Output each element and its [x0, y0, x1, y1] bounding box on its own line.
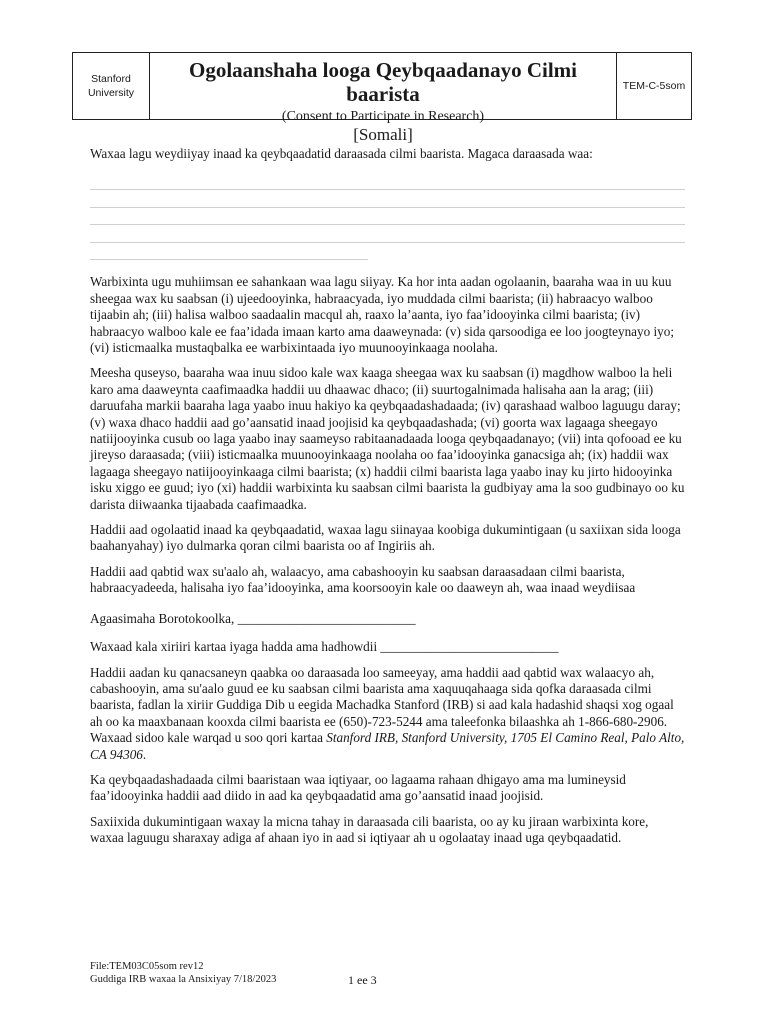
- header-table: [72, 52, 692, 144]
- language-label: [Somali]: [353, 125, 413, 144]
- form-code-cell: [616, 53, 691, 119]
- irb-address: Stanford IRB, Stanford University, 1705 El Camino Real, Palo Alto, CA 94306: [90, 730, 685, 762]
- footer-approval-date: Guddiga IRB waxaa la Ansixiyay 7/18/2023: [90, 974, 277, 985]
- protocol-director-line: Agaasimaha Borotokoolka, ___________________________: [90, 610, 416, 626]
- document-subtitle: (Consent to Participate in Research): [281, 109, 485, 124]
- footer: [90, 960, 276, 986]
- contact-line: Waxaad kala xiriiri kartaa iyaga hadda ama hadhowdii ___________________________: [90, 639, 559, 655]
- document-title: Ogolaanshaha looga Qeybqaadanayo Cilmi baarista: [189, 58, 577, 106]
- blank-line: [90, 190, 685, 208]
- blank-line: [90, 208, 685, 226]
- paragraph-voluntary: Ka qeybqaadashadaada cilmi baaristaan waa iqtiyaar, oo lagaama rahaan dhigayo ama ma lumineysid faa’idooyinka haddii aad diido in aad ka qeybqaadatid ama go’aansatid inaad joojisid.: [90, 771, 626, 804]
- irb-contact-text: Haddii aadan ku qanacsaneyn qaabka oo daraasada loo sameeyay, ama haddii aad qabtid wax walaacyo ah, cabashooyin, ama su'aalo guud ee ku saabsan cilmi baarista ama xaquuqahaaga sida qofka daraasada cilmi baarista, fadlan la xiriir Guddiga Dib u eegida Machadka Stanford (IRB) si aad kala hadashid shaqsi xog ogaal ah oo ka maaxbanaan kooxda cilmi baarista ee (650)-723-5244 ama taleefonka bilaashka ah 1-866-680-2906. Waxaad sidoo kale warqad u soo qori kartaa: [90, 664, 674, 746]
- paragraph-questions: Haddii aad qabtid wax su'aalo ah, walaacyo, ama cabashooyin ku saabsan daraasadaan cilmi baarista, habraacyadeeda, halisaha iyo faa’idooyinka, ama koorsooyin kale oo daaweyn ah, waa inaad weydiisaa: [90, 563, 636, 596]
- institution-line2: University: [87, 87, 135, 99]
- paragraph-key-info: Warbixinta ugu muhiimsan ee sahankaan waa lagu siiyay. Ka hor inta aadan ogolaanin, baaraha waa in uu kuu sheegaa wax ku saabsan (i) ujeedooyinka, habraacyada, iyo muddada cilmi baarista; (ii) habraacyo walboo tijaabin ah; (iii) halisa walboo saadaalin macqul ah, raaxo la’aanta, iyo faa’idooyinka cilmi baarista; (iv) habraacyo walboo kale ee faa’idada imaan karto ama daaweynada: (v) sida qarsoodiga ee loo joogteynayo iyo; (vi) isticmaalka mustaqbalka ee warbixintaada iyo muunooyinkaaga noolaha.: [90, 274, 675, 355]
- page-number: 1 ee 3: [348, 973, 377, 987]
- irb-address-end: .: [142, 746, 147, 762]
- form-code: TEM-C-5som: [622, 80, 686, 92]
- institution-line1: Stanford: [91, 73, 131, 85]
- intro-text: Waxaa lagu weydiiyay inaad ka qeybqaadatid daraasada cilmi baarista. Magaca daraasada waa:: [90, 146, 593, 161]
- paragraph-irb-contact: [90, 665, 685, 763]
- institution-cell: [73, 53, 150, 119]
- title-cell: [150, 53, 616, 144]
- footer-file: File:TEM03C05som rev12: [90, 961, 204, 972]
- study-name-blank-lines: [90, 172, 685, 260]
- paragraph-copy-provided: Haddii aad ogolaatid inaad ka qeybqaadatid, waxaa lagu siinayaa koobiga dukumintigaan (u saxiixan sida looga baahanyahay) iyo dulmarka qoran cilmi baarista oo af Ingiriis ah.: [90, 522, 681, 554]
- paragraph-additional-info: Meesha quseyso, baaraha waa inuu sidoo kale wax kaaga sheegaa wax ku saabsan (i) magdhow walboo la heli karo ama daaweynta caafimaadka haddii uu dhaawac dhaco; (ii) suurtogalnimada halisaha aan la arag; (iii) daruufaha markii baaraha laga yaabo inuu hakiyo ka qeybqaadashadaada; (iv) qarashaad walboo laguugu daray; (v) waxa dhaco haddii aad go’aansatid inaad joojisid ka qeybqaadashada; (vi) goorta wax lagaaga sheegayo natiijooyinka cusub oo laga yaabo inay saameyso rabitaanadaada looga qeybqaadanayo; (vii) inta qofooad ee ku jireyso daraasada; (viii) isticmaalka muunooyinkaaga noolaha oo faa’idooyinka ganacsiga ah; (ix) haddii wax lagaaga sheegayo natiijooyinkaaga cilmi baarista; (x) haddii cilmi baarista laga yaabo inay ku jirto hidooyinka isku xiggo ee guud; iyo (xi) haddii warbixinta ku saabsan cilmi baarista la gudbiyay ama la soo gudbinayo oo ku darista diiwaanka tijaabada caafimaadka.: [90, 365, 685, 512]
- blank-line: [90, 243, 368, 261]
- paragraph-signature-meaning: Saxiixida dukumintigaan waxay la micna tahay in daraasada cili baarista, oo ay ku jiraan warbixinta kore, waxaa laguugu sharaxay adiga af ahaan iyo in aad si iqtiyaar ah u ogolaatay inaad uga qeybqaadatid.: [90, 813, 649, 846]
- blank-line: [90, 172, 685, 190]
- blank-line: [90, 225, 685, 243]
- document-body: [90, 146, 685, 856]
